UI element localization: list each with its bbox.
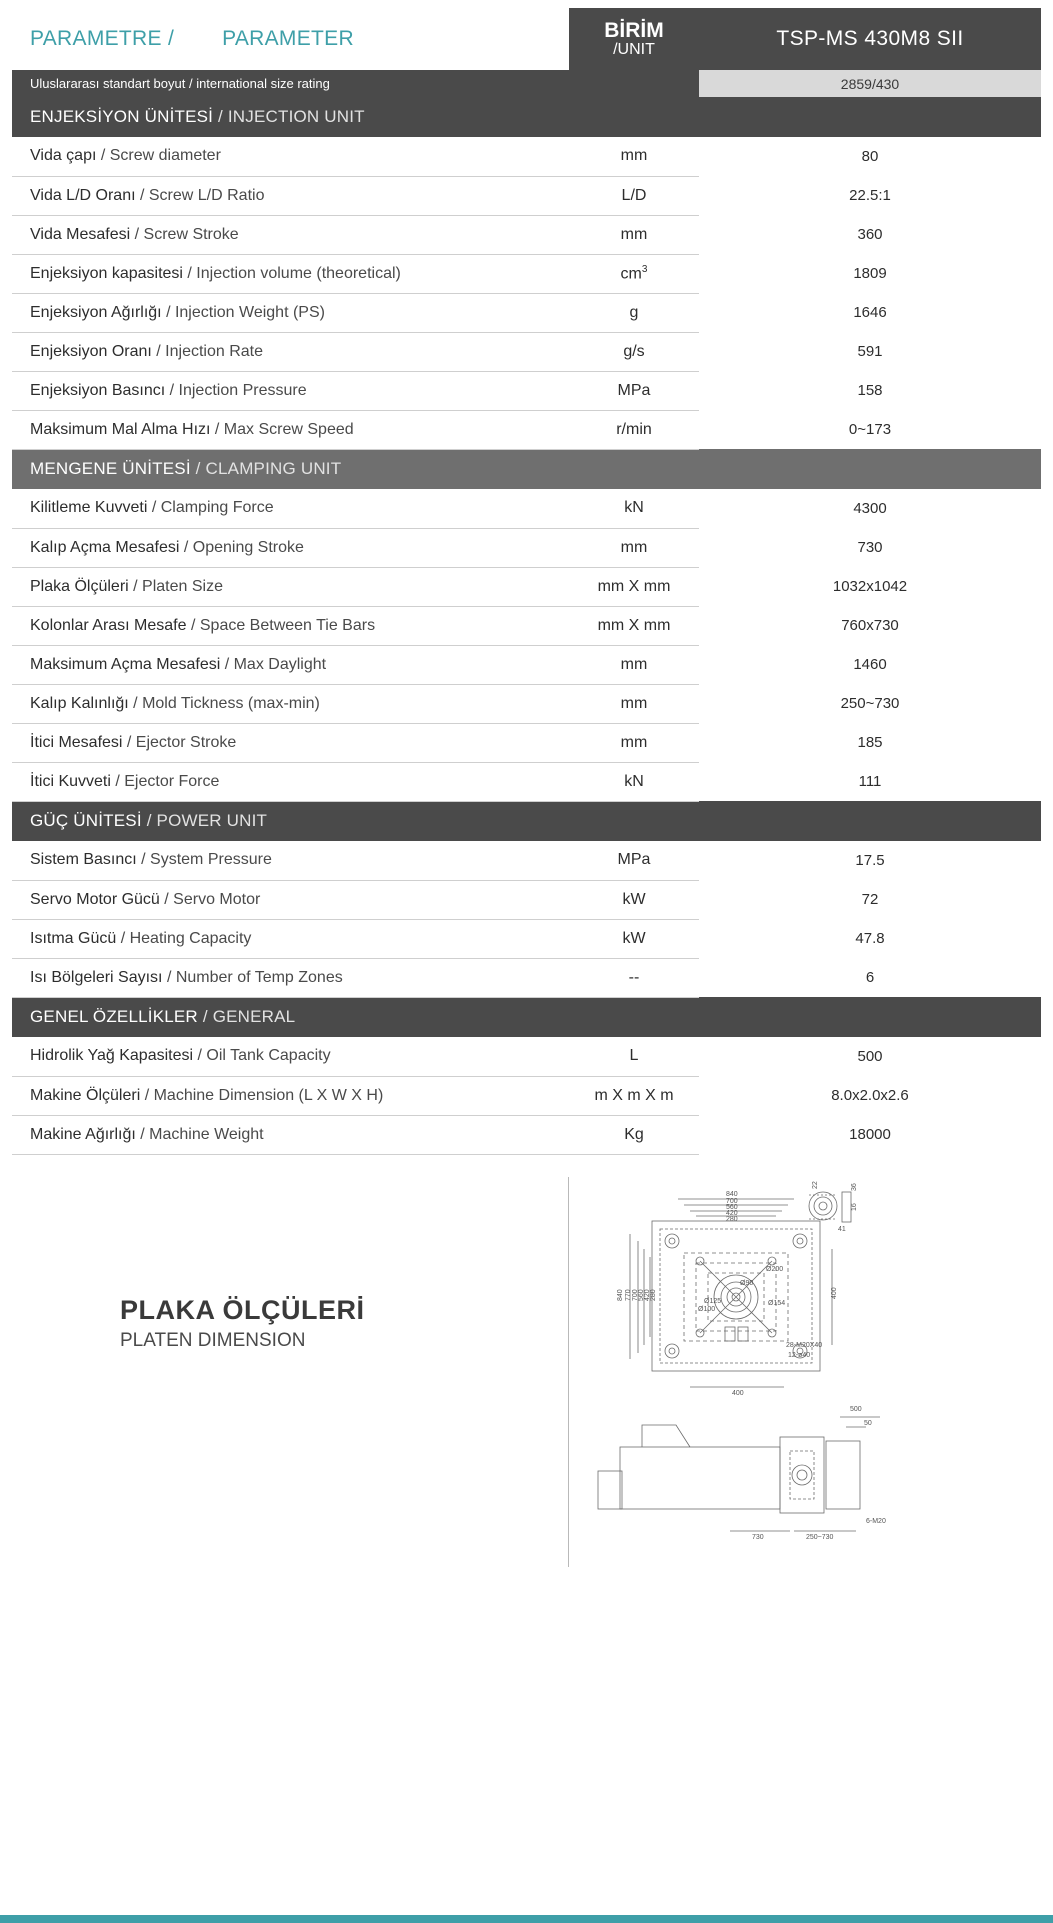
size-rating-value: 2859/430 (699, 70, 1041, 97)
row-parameter (12, 489, 569, 528)
row-parameter-en: / Screw Stroke (130, 225, 239, 243)
row-unit: MPa (569, 371, 699, 410)
svg-text:Ø200: Ø200 (766, 1265, 784, 1273)
row-unit: L (569, 1037, 699, 1076)
row-unit: mm (569, 723, 699, 762)
table-row (12, 215, 1041, 254)
section-title-en: / INJECTION UNIT (213, 107, 365, 126)
row-parameter-en: / Injection volume (theoretical) (182, 264, 401, 282)
row-unit: -- (569, 958, 699, 997)
row-parameter-tr: Enjeksiyon Basıncı (30, 381, 166, 399)
table-row (12, 528, 1041, 567)
row-value: 8.0x2.0x2.6 (831, 1087, 909, 1104)
section-title-tr: MENGENE ÜNİTESİ (30, 459, 191, 479)
row-value: 0~173 (848, 421, 892, 438)
row-parameter-en: / Oil Tank Capacity (193, 1047, 331, 1065)
row-parameter-en: / Injection Pressure (165, 381, 307, 399)
row-parameter (12, 880, 569, 919)
row-unit: r/min (569, 410, 699, 449)
row-parameter-en: / Max Daylight (220, 655, 327, 673)
row-parameter-tr: Vida L/D Oranı (30, 186, 136, 204)
section-unit-cell (569, 97, 699, 137)
row-parameter-en: / Machine Weight (135, 1125, 264, 1143)
row-value: 1460 (853, 656, 887, 673)
row-parameter-tr: Kalıp Kalınlığı (30, 694, 129, 712)
row-parameter (12, 528, 569, 567)
svg-text:250~730: 250~730 (806, 1533, 834, 1541)
svg-text:840: 840 (617, 1288, 624, 1301)
row-value: 360 (857, 226, 883, 243)
section-unit-cell (569, 997, 699, 1037)
header-parameter-cell (12, 8, 569, 70)
section-header-row (12, 97, 1041, 137)
svg-text:700: 700 (726, 1197, 738, 1205)
table-row (12, 332, 1041, 371)
table-row (12, 723, 1041, 762)
table-row (12, 1115, 1041, 1154)
row-value: 185 (857, 734, 883, 751)
svg-text:6-M20: 6-M20 (866, 1517, 886, 1525)
row-parameter-tr: Kalıp Açma Mesafesi (30, 538, 180, 556)
row-parameter-tr: Isıtma Gücü (30, 929, 117, 947)
section-title-cell (12, 97, 569, 137)
row-value: 1809 (853, 265, 887, 282)
svg-text:500: 500 (850, 1405, 862, 1413)
row-parameter-en: / System Pressure (136, 851, 272, 869)
row-parameter-en: / Mold Tickness (max-min) (128, 694, 320, 712)
row-parameter-en: / Machine Dimension (L X W X H) (140, 1086, 384, 1104)
platen-dimension-section (0, 1177, 1053, 1577)
section-title-tr: GÜÇ ÜNİTESİ (30, 811, 142, 831)
row-parameter (12, 215, 569, 254)
section-value-cell (699, 801, 1041, 841)
table-row (12, 371, 1041, 410)
header-model-cell: TSP-MS 430M8 SII (699, 8, 1041, 70)
svg-text:840: 840 (726, 1190, 738, 1198)
row-parameter (12, 254, 569, 293)
row-unit: mm X mm (569, 567, 699, 606)
svg-text:22: 22 (812, 1180, 819, 1189)
row-unit: mm (569, 137, 699, 176)
section-title-en: / CLAMPING UNIT (190, 459, 342, 479)
footer-accent-strip (0, 1915, 1053, 1923)
row-value: 730 (857, 539, 883, 556)
row-parameter (12, 958, 569, 997)
table-row (12, 1076, 1041, 1115)
row-unit: mm (569, 215, 699, 254)
table-row (12, 567, 1041, 606)
row-parameter-tr: Enjeksiyon Oranı (30, 342, 152, 360)
table-row (12, 841, 1041, 880)
section-value-cell (699, 97, 1041, 137)
row-parameter (12, 371, 569, 410)
row-parameter-en: / Injection Rate (151, 342, 264, 360)
row-parameter-tr: İtici Mesafesi (30, 733, 123, 751)
svg-text:280: 280 (726, 1215, 738, 1223)
table-row (12, 137, 1041, 176)
svg-text:420: 420 (644, 1288, 651, 1301)
row-parameter (12, 332, 569, 371)
row-value: 111 (858, 773, 882, 790)
row-parameter-tr: Vida Mesafesi (30, 225, 131, 243)
row-value: 158 (857, 382, 883, 399)
drawing-svg (580, 1179, 1040, 1571)
section-unit-cell (569, 801, 699, 841)
row-value: 250~730 (840, 695, 900, 712)
row-unit: Kg (569, 1115, 699, 1154)
row-value: 72 (861, 891, 879, 908)
svg-text:560: 560 (726, 1203, 738, 1211)
svg-text:400: 400 (732, 1389, 744, 1397)
section-header-row (12, 801, 1041, 841)
table-row (12, 254, 1041, 293)
row-parameter-tr: Sistem Basıncı (30, 851, 137, 869)
row-value: 22.5:1 (849, 187, 891, 204)
row-unit: mm (569, 528, 699, 567)
row-parameter-tr: Enjeksiyon kapasitesi (30, 264, 183, 282)
section-title-en: / POWER UNIT (141, 811, 268, 831)
row-parameter (12, 567, 569, 606)
row-unit: mm X mm (569, 606, 699, 645)
row-parameter-tr: Isı Bölgeleri Sayısı (30, 968, 163, 986)
row-parameter (12, 723, 569, 762)
row-parameter (12, 919, 569, 958)
section-title-cell (12, 801, 569, 841)
row-parameter-tr: Hidrolik Yağ Kapasitesi (30, 1047, 194, 1065)
row-unit: kW (569, 880, 699, 919)
row-unit: kN (569, 762, 699, 801)
row-value: 80 (861, 148, 879, 165)
row-parameter (12, 293, 569, 332)
row-value: 4300 (853, 500, 887, 517)
row-unit: g/s (569, 332, 699, 371)
row-unit: mm (569, 645, 699, 684)
svg-text:400: 400 (831, 1286, 838, 1299)
svg-text:16: 16 (851, 1202, 858, 1211)
row-unit-base: cm (620, 265, 642, 283)
row-parameter (12, 645, 569, 684)
row-value: 18000 (849, 1126, 891, 1143)
row-value: 591 (857, 343, 883, 360)
section-title-cell (12, 449, 569, 489)
row-unit: L/D (569, 176, 699, 215)
row-parameter-en: / Servo Motor (159, 890, 261, 908)
table-row (12, 606, 1041, 645)
table-row (12, 958, 1041, 997)
row-parameter-tr: Kilitleme Kuvveti (30, 499, 148, 517)
row-unit: m X m X m (569, 1076, 699, 1115)
header-unit-en: /UNIT (613, 40, 655, 58)
row-parameter-en: / Injection Weight (PS) (161, 303, 325, 321)
row-parameter-en: / Platen Size (128, 577, 223, 595)
table-row (12, 489, 1041, 528)
row-parameter (12, 410, 569, 449)
row-parameter-tr: Enjeksiyon Ağırlığı (30, 303, 162, 321)
row-parameter-en: / Heating Capacity (116, 929, 252, 947)
row-parameter-tr: Servo Motor Gücü (30, 890, 160, 908)
row-value: 500 (857, 1048, 883, 1065)
vertical-divider (568, 1177, 569, 1567)
svg-text:36: 36 (851, 1182, 858, 1191)
row-parameter-en: / Screw diameter (96, 147, 221, 165)
row-parameter-en: / Ejector Stroke (122, 733, 237, 751)
row-parameter-en: / Clamping Force (147, 499, 274, 517)
row-unit: g (569, 293, 699, 332)
svg-text:560: 560 (638, 1288, 645, 1301)
platen-subtitle: PLATEN DIMENSION (120, 1329, 306, 1351)
row-unit: mm (569, 684, 699, 723)
row-parameter-en: / Number of Temp Zones (162, 968, 343, 986)
platen-technical-drawing (580, 1179, 1040, 1571)
platen-title: PLAKA ÖLÇÜLERİ (120, 1294, 365, 1325)
row-value: 1032x1042 (832, 578, 908, 595)
row-value: 760x730 (841, 617, 899, 634)
row-value: 17.5 (855, 852, 885, 869)
row-parameter-tr: Makine Ölçüleri (30, 1086, 141, 1104)
row-parameter-en: / Ejector Force (110, 772, 220, 790)
row-parameter-tr: Makine Ağırlığı (30, 1125, 136, 1143)
row-parameter-en: / Space Between Tie Bars (186, 616, 376, 634)
row-parameter-tr: Plaka Ölçüleri (30, 577, 129, 595)
row-unit-sup: 3 (641, 263, 648, 275)
row-parameter-tr: Kolonlar Arası Mesafe (30, 616, 187, 634)
row-parameter (12, 137, 569, 176)
row-parameter (12, 1115, 569, 1154)
table-row (12, 684, 1041, 723)
row-unit: kN (569, 489, 699, 528)
row-parameter-en: / Screw L/D Ratio (135, 186, 265, 204)
section-title-en: / GENERAL (197, 1007, 296, 1027)
table-row (12, 919, 1041, 958)
size-rating-row (12, 70, 1041, 97)
header-parameter-en: PARAMETER (222, 27, 354, 50)
row-parameter-tr: Maksimum Mal Alma Hızı (30, 420, 211, 438)
svg-text:420: 420 (726, 1209, 738, 1217)
section-value-cell (699, 997, 1041, 1037)
header-unit-cell (569, 8, 699, 70)
row-value: 6 (865, 969, 875, 986)
row-parameter-en: / Opening Stroke (179, 538, 304, 556)
row-parameter (12, 841, 569, 880)
svg-text:41: 41 (838, 1225, 846, 1233)
section-title-tr: ENJEKSİYON ÜNİTESİ (30, 107, 214, 126)
svg-text:730: 730 (752, 1533, 764, 1541)
section-value-cell (699, 449, 1041, 489)
table-row (12, 410, 1041, 449)
platen-title-block (120, 1295, 365, 1352)
row-parameter (12, 1076, 569, 1115)
row-parameter (12, 762, 569, 801)
svg-text:Ø154: Ø154 (768, 1299, 786, 1307)
size-rating-unit (569, 70, 699, 97)
row-parameter (12, 606, 569, 645)
row-parameter-en: / Max Screw Speed (210, 420, 354, 438)
row-parameter (12, 176, 569, 215)
svg-text:50: 50 (864, 1419, 872, 1427)
size-rating-label: Uluslararası standart boyut / international size rating (12, 70, 569, 97)
row-unit: kW (569, 919, 699, 958)
header-parameter-tr: PARAMETRE / (30, 27, 175, 50)
svg-text:Ø100: Ø100 (698, 1305, 716, 1313)
specification-table (12, 8, 1041, 1155)
svg-text:Ø125: Ø125 (704, 1297, 722, 1305)
section-title-tr: GENEL ÖZELLİKLER (30, 1007, 198, 1027)
row-value: 47.8 (855, 930, 885, 947)
svg-text:700: 700 (632, 1288, 639, 1301)
table-row (12, 880, 1041, 919)
row-parameter-tr: İtici Kuvveti (30, 772, 111, 790)
table-row (12, 176, 1041, 215)
svg-text:28-M20X40: 28-M20X40 (786, 1341, 823, 1349)
svg-text:770: 770 (625, 1288, 632, 1301)
row-unit: MPa (569, 841, 699, 880)
row-parameter-tr: Vida çapı (30, 147, 97, 165)
table-header-row (12, 8, 1041, 70)
row-unit (569, 254, 699, 293)
table-row (12, 1037, 1041, 1076)
svg-text:Ø90: Ø90 (740, 1279, 754, 1287)
header-unit-tr: BİRİM (604, 18, 664, 42)
section-header-row (12, 997, 1041, 1037)
table-row (12, 645, 1041, 684)
row-parameter (12, 1037, 569, 1076)
svg-text:12-ø40: 12-ø40 (788, 1351, 811, 1359)
section-header-row (12, 449, 1041, 489)
svg-text:280: 280 (650, 1288, 657, 1301)
row-parameter (12, 684, 569, 723)
row-value: 1646 (853, 304, 887, 321)
table-row (12, 293, 1041, 332)
table-row (12, 762, 1041, 801)
section-title-cell (12, 997, 569, 1037)
row-parameter-tr: Maksimum Açma Mesafesi (30, 655, 221, 673)
section-unit-cell (569, 449, 699, 489)
